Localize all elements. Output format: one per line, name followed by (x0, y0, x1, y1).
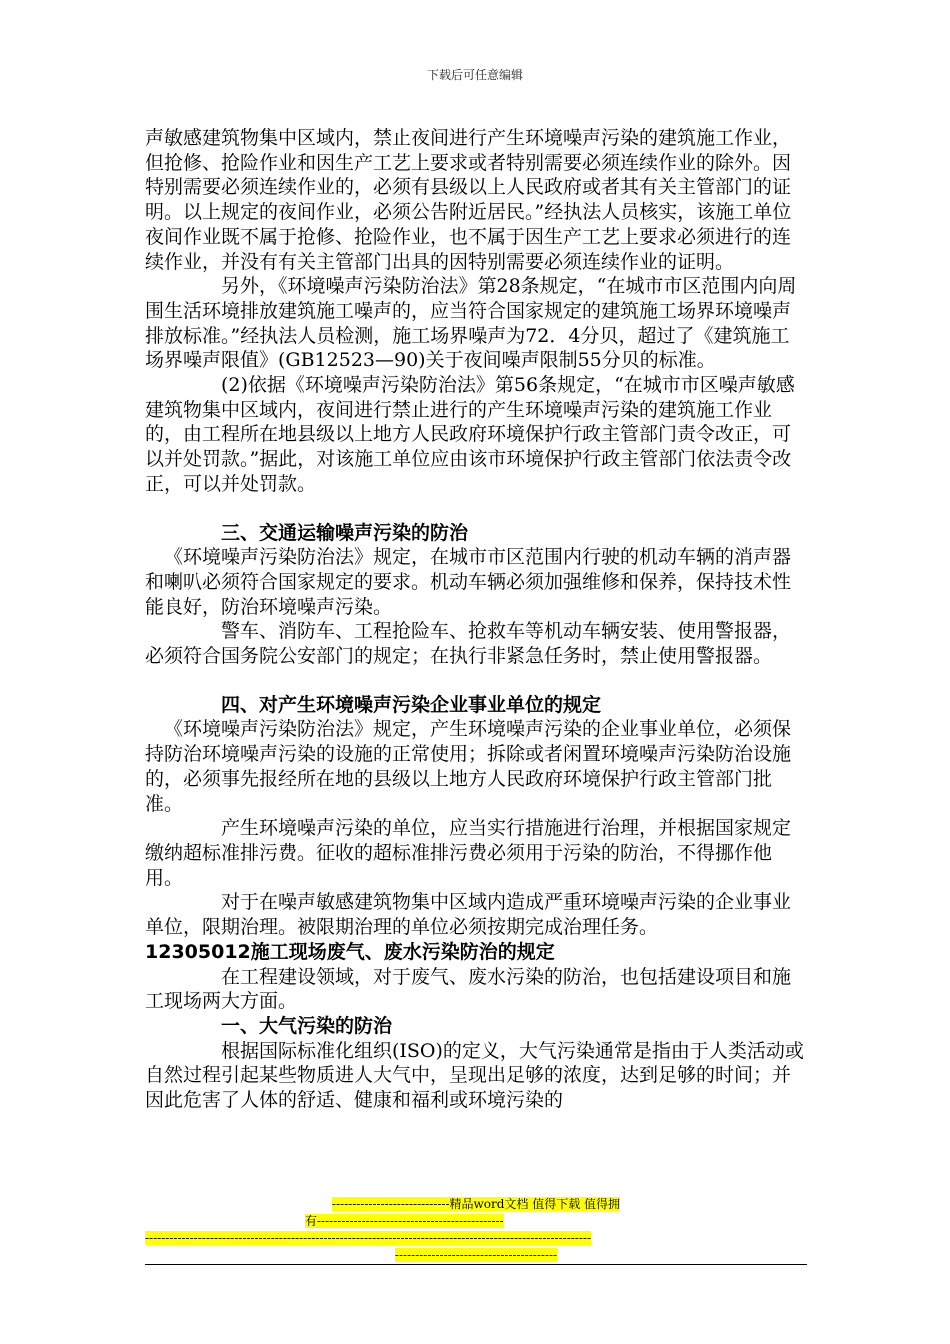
chapter-heading: 12305012施工现场废气、废水污染防治的规定 (145, 940, 555, 963)
paragraph: 根据国际标准化组织(ISO)的定义，大气污染通常是指由于人类活动或自然过程引起某些物质进人大气中，呈现出足够的浓度，达到足够的时间；并因此危害了人体的舒适、健康和福利或环境污染的 (145, 1039, 804, 1112)
paragraph: 《环境噪声污染防治法》规定，在城市市区范围内行驶的机动车辆的消声器和喇叭必须符合国家规定的要求。机动车辆必须加强维修和保养，保持技术性能良好，防治环境噪声污染。 (145, 546, 792, 618)
paragraph: (2)依据《环境噪声污染防治法》第56条规定，“在城市市区噪声敏感建筑物集中区域内，夜间进行禁止进行的产生环境噪声污染的建筑施工作业的，由工程所在地县级以上地方人民政府环境保护行政主管部门责令改正，可以并处罚款。”据此，对该施工单位应由该市环境保护行政主管部门依法责令改正，可以并处罚款。 (145, 374, 795, 495)
paragraph: 对于在噪声敏感建筑物集中区域内造成严重环境噪声污染的企业事业单位，限期治理。被限期治理的单位必须按期完成治理任务。 (145, 891, 792, 939)
page-footer (145, 1196, 807, 1264)
footer-highlight-text: -----------------------------精品word文档 值得下载 值得拥 (331, 1197, 621, 1211)
paragraph: 《环境噪声污染防治法》规定，产生环境噪声污染的企业事业单位，必须保持防治环境噪声污染的设施的正常使用；拆除或者闲置环境噪声污染防治设施的，必须事先报经所在地的县级以上地方人民政府环境保护行政主管部门批准。 (145, 718, 792, 815)
footer-line (145, 1247, 807, 1264)
footer-line (145, 1230, 807, 1247)
footer-highlight-text: -------------------------------------------------------------------------------------------------------------- (145, 1231, 592, 1245)
paragraph: 声敏感建筑物集中区域内，禁止夜间进行产生环境噪声污染的建筑施工作业，但抢修、抢险作业和因生产工艺上要求或者特别需要必须连续作业的除外。因特别需要必须连续作业的，必须有县级以上人民政府或者其有关主管部门的证明。以上规定的夜间作业，必须公告附近居民。”经执法人员核实，该施工单位夜间作业既不属于抢修、抢险作业，也不属于因生产工艺上要求必须进行的连续作业，并没有有关主管部门出具的因特别需要必须连续作业的证明。 (145, 127, 792, 273)
section-heading: 四、对产生环境噪声污染企业事业单位的规定 (221, 693, 602, 716)
paragraph: 产生环境噪声污染的单位，应当实行措施进行治理，并根据国家规定缴纳超标准排污费。征收的超标准排污费必须用于污染的防治，不得挪作他用。 (145, 817, 792, 889)
footer-line (145, 1196, 807, 1213)
paragraph: 警车、消防车、工程抢险车、抢救车等机动车辆安装、使用警报器，必须符合国务院公安部门的规定；在执行非紧急任务时，禁止使用警报器。 (145, 620, 792, 668)
footer-highlight-text: 有---------------------------------------------- (305, 1214, 504, 1228)
section-heading: 三、交通运输噪声污染的防治 (221, 521, 469, 544)
footer-divider (145, 1264, 807, 1265)
page-header-note: 下载后可任意编辑 (426, 68, 523, 82)
footer-line (145, 1213, 807, 1230)
spacer (145, 669, 807, 693)
paragraph: 在工程建设领域，对于废气、废水污染的防治，也包括建设项目和施工现场两大方面。 (145, 965, 792, 1013)
paragraph: 另外，《环境噪声污染防治法》第28条规定，“在城市市区范围内向周围生活环境排放建筑施工噪声的，应当符合国家规定的建筑施工场界环境噪声排放标准。”经执法人员检测，施工场界噪声为72．4分贝，超过了《建筑施工场界噪声限值》(GB12523—90)关于夜间噪声限制55分贝的标准。 (145, 275, 797, 372)
document-body (145, 126, 807, 1113)
footer-highlight-text: ---------------------------------------- (394, 1248, 558, 1262)
spacer (145, 497, 807, 521)
section-heading: 一、大气污染的防治 (221, 1014, 393, 1037)
